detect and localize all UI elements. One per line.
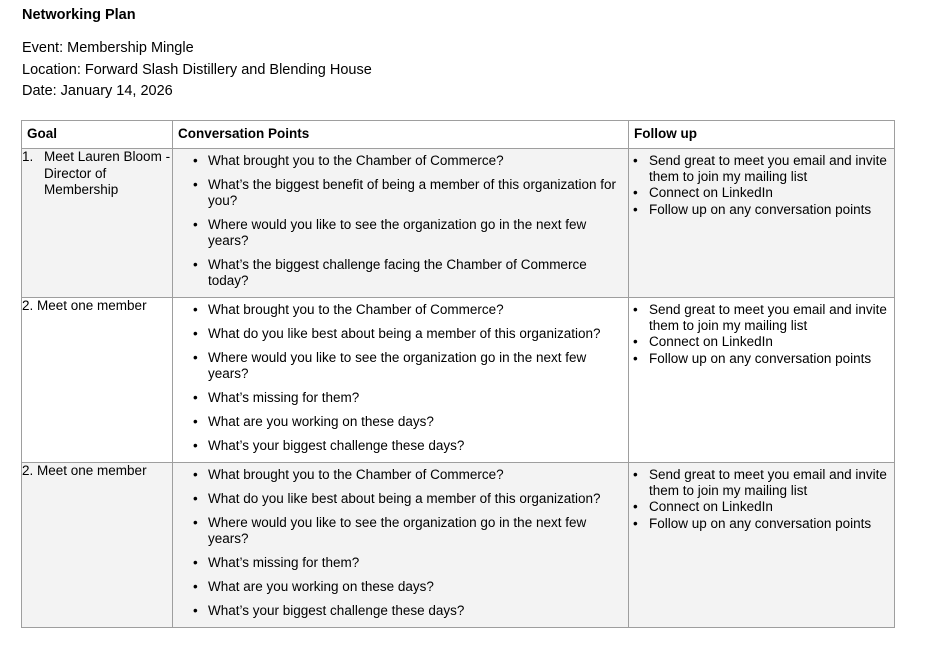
location-line: Location: Forward Slash Distillery and Blending House — [22, 61, 372, 78]
conversation-points-list — [173, 463, 628, 619]
goal-number: 1. — [22, 149, 34, 164]
list-item: • What brought you to the Chamber of Commerce? — [193, 153, 622, 169]
goal-header: Goal — [22, 121, 173, 149]
list-item: • Send great to meet you email and invite them to join my mailing list — [633, 153, 888, 185]
list-item: • Connect on LinkedIn — [633, 185, 888, 201]
list-item: • What’s your biggest challenge these days? — [193, 438, 622, 454]
conversation-points-header: Conversation Points — [173, 121, 629, 149]
date-line: Date: January 14, 2026 — [22, 83, 173, 99]
list-item: • What are you working on these days? — [193, 579, 622, 595]
list-item: • What’s your biggest challenge these days? — [193, 603, 622, 619]
follow-up-list — [629, 298, 894, 367]
goal-text: Meet Lauren Bloom - Director of Membership — [44, 149, 171, 197]
list-item: • Follow up on any conversation points — [633, 202, 888, 218]
follow-up-cell — [629, 463, 895, 628]
follow-up-cell — [629, 149, 895, 298]
table-header-row — [22, 121, 895, 149]
conversation-points-cell — [173, 463, 629, 628]
list-item: • Send great to meet you email and invite them to join my mailing list — [633, 302, 888, 334]
table-row — [22, 463, 895, 628]
list-item: • Send great to meet you email and invite them to join my mailing list — [633, 467, 888, 499]
goal-text: 2. Meet one member — [22, 463, 147, 478]
conversation-points-cell — [173, 298, 629, 463]
list-item: • What’s missing for them? — [193, 390, 622, 406]
networking-plan-table — [21, 120, 895, 628]
list-item: • What’s the biggest benefit of being a member of this organization for you? — [193, 177, 622, 209]
follow-up-list — [629, 463, 894, 532]
follow-up-header: Follow up — [629, 121, 895, 149]
follow-up-cell — [629, 298, 895, 463]
conversation-points-list — [173, 298, 628, 454]
conversation-points-list — [173, 149, 628, 289]
list-item: • Follow up on any conversation points — [633, 351, 888, 367]
list-item: • What’s the biggest challenge facing the Chamber of Commerce today? — [193, 257, 622, 289]
event-details — [22, 38, 372, 103]
list-item: • Connect on LinkedIn — [633, 499, 888, 515]
conversation-points-cell — [173, 149, 629, 298]
list-item: • Where would you like to see the organization go in the next few years? — [193, 217, 622, 249]
goal-cell — [22, 298, 173, 463]
list-item: • What’s missing for them? — [193, 555, 622, 571]
event-line: Event: Membership Mingle — [22, 40, 194, 56]
list-item: • What are you working on these days? — [193, 414, 622, 430]
goal-text: 2. Meet one member — [22, 298, 147, 313]
table-row — [22, 149, 895, 298]
list-item: • What brought you to the Chamber of Commerce? — [193, 467, 622, 483]
goal-cell — [22, 149, 173, 298]
list-item: • Follow up on any conversation points — [633, 516, 888, 532]
list-item: • What do you like best about being a member of this organization? — [193, 491, 622, 507]
goal-cell — [22, 463, 173, 628]
list-item: • Connect on LinkedIn — [633, 334, 888, 350]
list-item: • Where would you like to see the organization go in the next few years? — [193, 515, 622, 547]
list-item: • What brought you to the Chamber of Commerce? — [193, 302, 622, 318]
list-item: • What do you like best about being a member of this organization? — [193, 326, 622, 342]
table-row — [22, 298, 895, 463]
document-title: Networking Plan — [22, 7, 136, 23]
list-item: • Where would you like to see the organization go in the next few years? — [193, 350, 622, 382]
follow-up-list — [629, 149, 894, 218]
goal-numbered-item — [22, 149, 172, 199]
